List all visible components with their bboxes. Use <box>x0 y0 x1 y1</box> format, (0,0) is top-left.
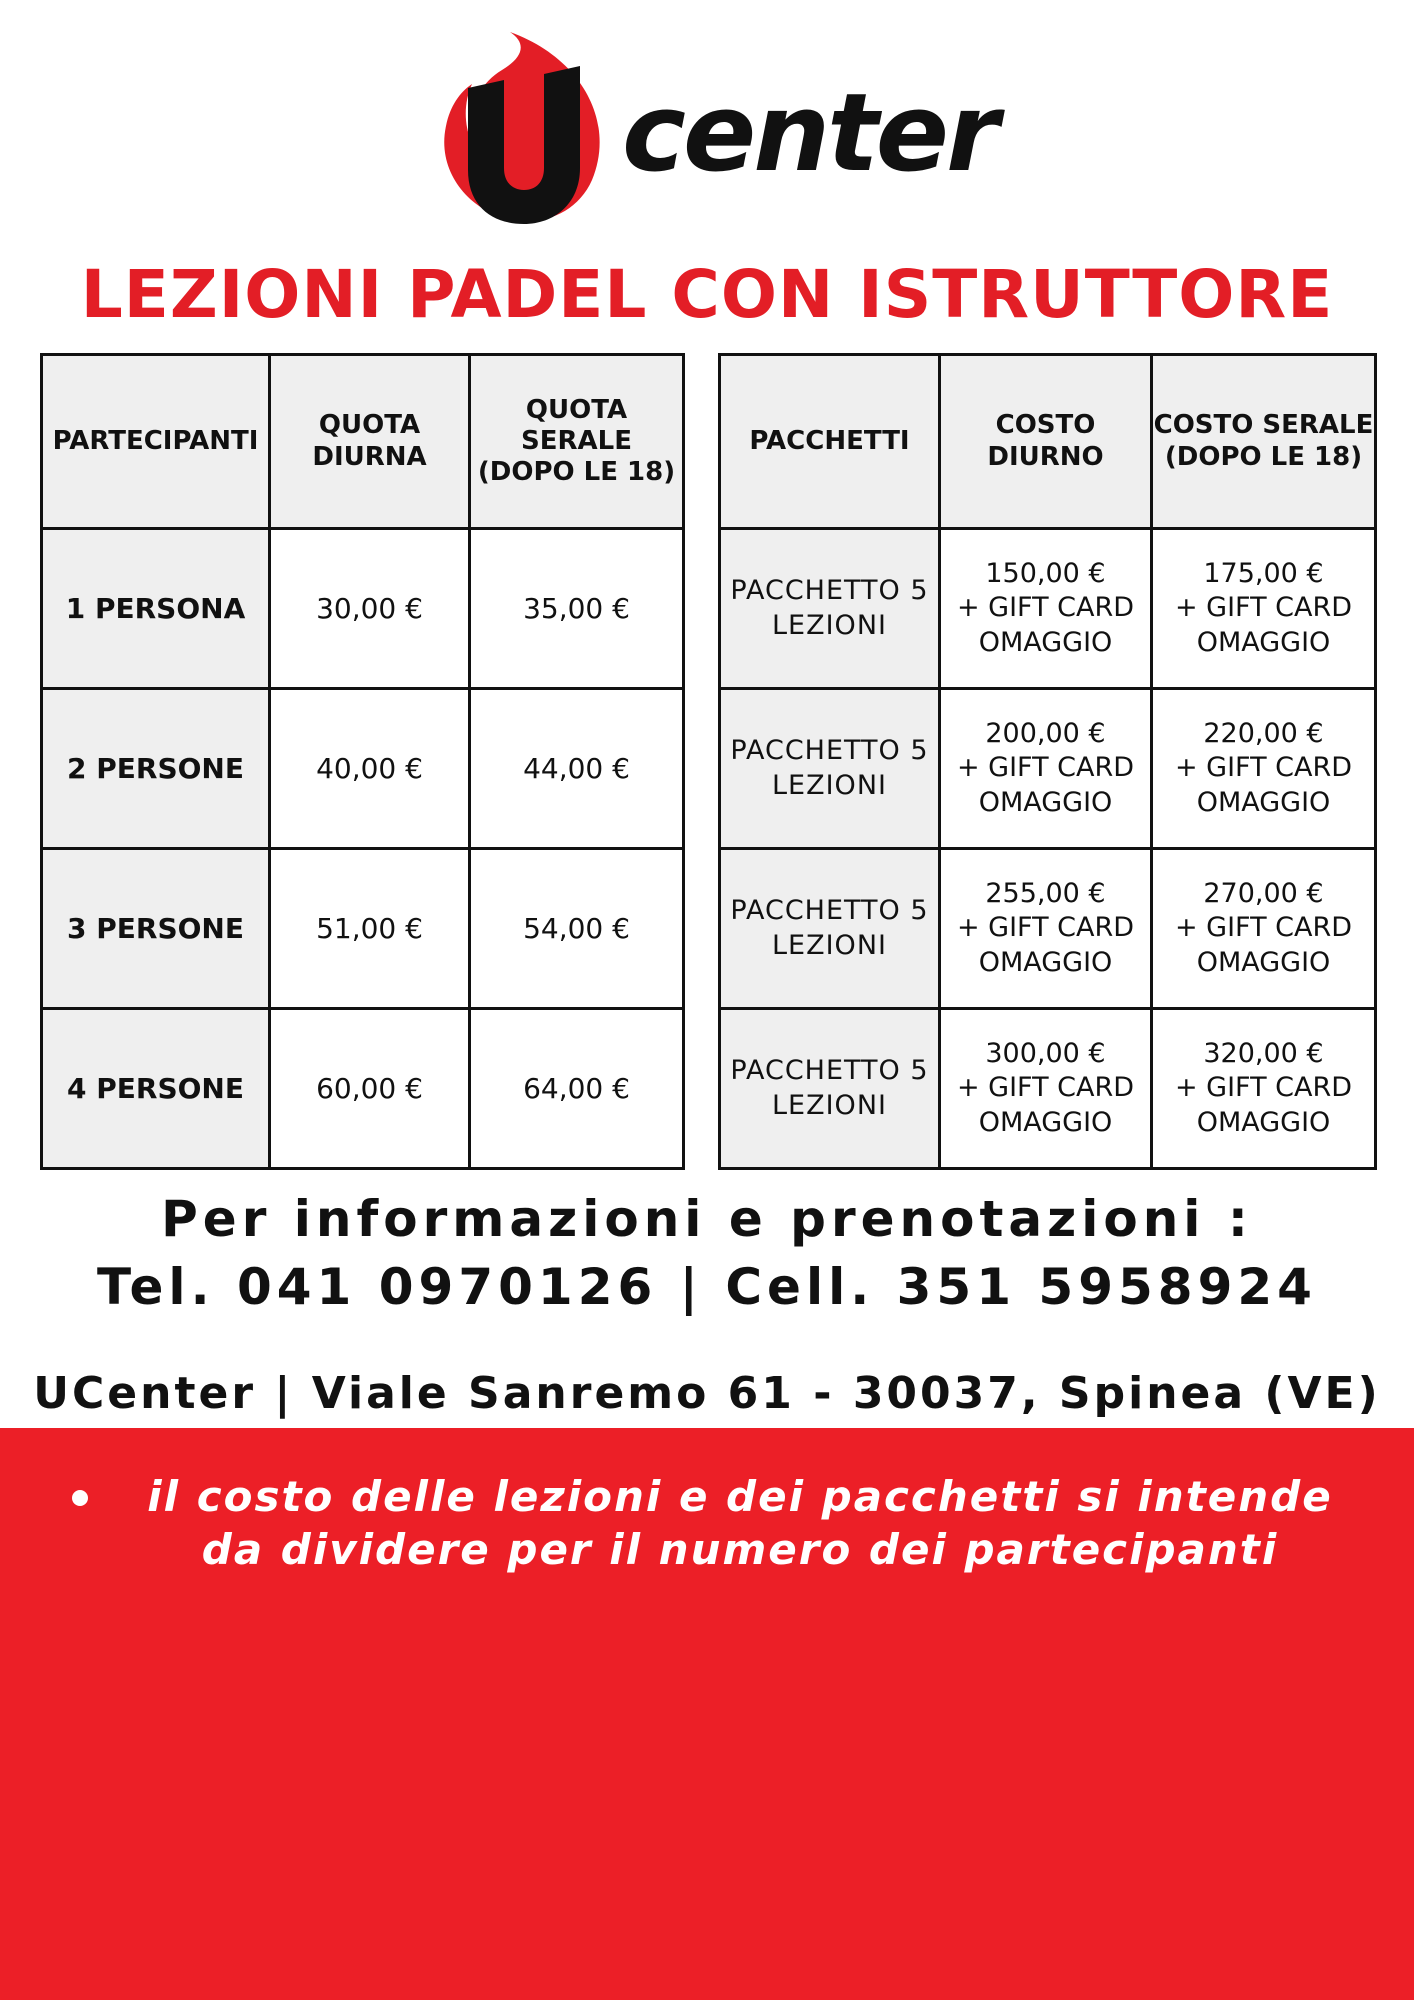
evening-price-cell: 64,00 € <box>470 1009 684 1169</box>
contact-heading: Per informazioni e prenotazioni : <box>161 1190 1253 1248</box>
table-row <box>42 689 684 849</box>
header-costo-serale: COSTO SERALE (DOPO LE 18) <box>1152 355 1376 529</box>
bullet-icon <box>72 1490 88 1506</box>
gift-card-note: + GIFT CARD OMAGGIO <box>956 752 1135 818</box>
cost-value: 150,00 € <box>985 557 1106 589</box>
contact-address: UCenter | Viale Sanremo 61 - 30037, Spinea (VE) <box>33 1368 1381 1419</box>
table-header-row <box>720 355 1376 529</box>
u-flame-logo-icon <box>432 30 632 230</box>
gift-card-note: + GIFT CARD OMAGGIO <box>1174 752 1353 818</box>
logo-wordmark: center <box>622 71 997 196</box>
evening-package-cost-cell <box>1152 849 1376 1009</box>
table-row <box>720 849 1376 1009</box>
package-cell: PACCHETTO 5 LEZIONI <box>720 1009 940 1169</box>
table-row <box>720 529 1376 689</box>
package-cell: PACCHETTO 5 LEZIONI <box>720 849 940 1009</box>
gift-card-note: + GIFT CARD OMAGGIO <box>956 912 1135 978</box>
gift-card-note: + GIFT CARD OMAGGIO <box>1174 1072 1353 1138</box>
packages-price-table <box>718 353 1377 1170</box>
participants-cell: 1 PERSONA <box>42 529 270 689</box>
evening-price-cell: 35,00 € <box>470 529 684 689</box>
day-price-cell: 60,00 € <box>270 1009 470 1169</box>
day-package-cost-cell <box>940 529 1152 689</box>
gift-card-note: + GIFT CARD OMAGGIO <box>956 1072 1135 1138</box>
table-row <box>42 849 684 1009</box>
lessons-price-table <box>40 353 685 1170</box>
participants-cell: 3 PERSONE <box>42 849 270 1009</box>
day-package-cost-cell <box>940 1009 1152 1169</box>
header-pacchetti: PACCHETTI <box>720 355 940 529</box>
day-price-cell: 40,00 € <box>270 689 470 849</box>
cost-value: 270,00 € <box>1203 877 1324 909</box>
pricing-note: il costo delle lezioni e dei pacchetti si intende da dividere per il numero dei partecipanti <box>147 1472 1333 1575</box>
header-partecipanti: PARTECIPANTI <box>42 355 270 529</box>
day-package-cost-cell <box>940 689 1152 849</box>
cost-value: 220,00 € <box>1203 717 1324 749</box>
header-quota-serale: QUOTA SERALE (DOPO LE 18) <box>470 355 684 529</box>
participants-cell: 4 PERSONE <box>42 1009 270 1169</box>
table-row <box>42 529 684 689</box>
cost-value: 200,00 € <box>985 717 1106 749</box>
participants-cell: 2 PERSONE <box>42 689 270 849</box>
gift-card-note: + GIFT CARD OMAGGIO <box>1174 912 1353 978</box>
evening-price-cell: 54,00 € <box>470 849 684 1009</box>
package-cell: PACCHETTO 5 LEZIONI <box>720 529 940 689</box>
table-header-row <box>42 355 684 529</box>
evening-package-cost-cell <box>1152 689 1376 849</box>
table-row <box>720 1009 1376 1169</box>
evening-package-cost-cell <box>1152 1009 1376 1169</box>
page-title: LEZIONI PADEL CON ISTRUTTORE <box>80 256 1334 333</box>
table-row <box>42 1009 684 1169</box>
package-cell: PACCHETTO 5 LEZIONI <box>720 689 940 849</box>
gift-card-note: + GIFT CARD OMAGGIO <box>956 592 1135 658</box>
header-quota-diurna: QUOTA DIURNA <box>270 355 470 529</box>
day-price-cell: 30,00 € <box>270 529 470 689</box>
cost-value: 175,00 € <box>1203 557 1324 589</box>
cost-value: 255,00 € <box>985 877 1106 909</box>
day-package-cost-cell <box>940 849 1152 1009</box>
gift-card-note: + GIFT CARD OMAGGIO <box>1174 592 1353 658</box>
ucenter-logo <box>432 30 997 230</box>
header-costo-diurno: COSTO DIURNO <box>940 355 1152 529</box>
table-row <box>720 689 1376 849</box>
day-price-cell: 51,00 € <box>270 849 470 1009</box>
evening-package-cost-cell <box>1152 529 1376 689</box>
evening-price-cell: 44,00 € <box>470 689 684 849</box>
cost-value: 300,00 € <box>985 1037 1106 1069</box>
cost-value: 320,00 € <box>1203 1037 1324 1069</box>
contact-phones: Tel. 041 0970126 | Cell. 351 5958924 <box>97 1258 1317 1316</box>
